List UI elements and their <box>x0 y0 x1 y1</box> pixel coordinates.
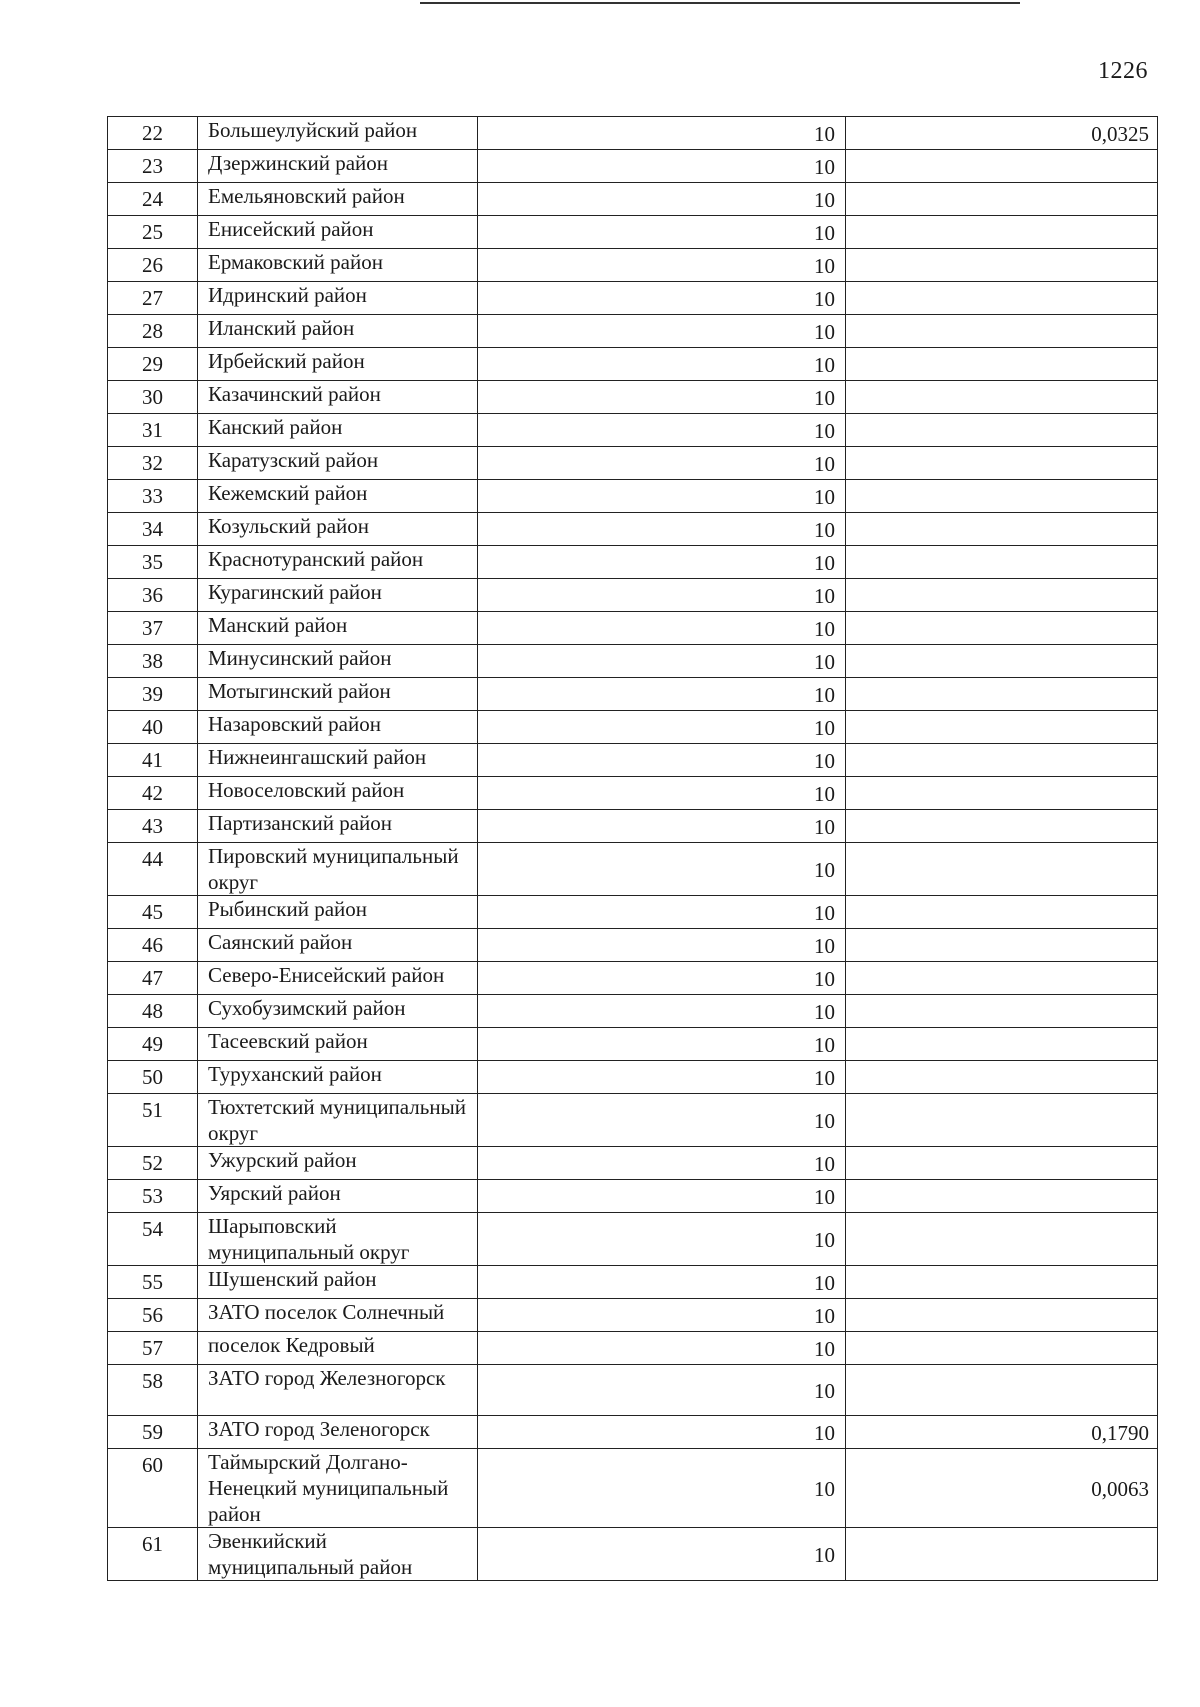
row-number-cell: 46 <box>108 929 198 962</box>
district-name-cell: Енисейский район <box>198 216 478 249</box>
value-cell: 10 <box>478 1028 846 1061</box>
table-row <box>108 117 1158 150</box>
value-cell: 10 <box>478 645 846 678</box>
coefficient-cell <box>846 381 1158 414</box>
value-cell: 10 <box>478 1449 846 1528</box>
district-name-cell: Иланский район <box>198 315 478 348</box>
coefficient-cell <box>846 678 1158 711</box>
row-number-cell: 61 <box>108 1528 198 1581</box>
coefficient-cell <box>846 315 1158 348</box>
row-number-cell: 29 <box>108 348 198 381</box>
value-cell: 10 <box>478 381 846 414</box>
row-number-cell: 43 <box>108 810 198 843</box>
table-row <box>108 150 1158 183</box>
district-name-cell: Рыбинский район <box>198 896 478 929</box>
value-cell: 10 <box>478 216 846 249</box>
row-number-cell: 25 <box>108 216 198 249</box>
table-row <box>108 744 1158 777</box>
district-name-cell: Тасеевский район <box>198 1028 478 1061</box>
table-row <box>108 348 1158 381</box>
value-cell: 10 <box>478 1213 846 1266</box>
row-number-cell: 32 <box>108 447 198 480</box>
district-name-cell: Курагинский район <box>198 579 478 612</box>
district-name-cell: Дзержинский район <box>198 150 478 183</box>
table-row <box>108 810 1158 843</box>
value-cell: 10 <box>478 962 846 995</box>
coefficient-cell <box>846 150 1158 183</box>
row-number-cell: 28 <box>108 315 198 348</box>
coefficient-cell <box>846 777 1158 810</box>
value-cell: 10 <box>478 1299 846 1332</box>
value-cell: 10 <box>478 249 846 282</box>
district-name-cell: Шушенский район <box>198 1266 478 1299</box>
table-row <box>108 929 1158 962</box>
table-row <box>108 513 1158 546</box>
row-number-cell: 30 <box>108 381 198 414</box>
row-number-cell: 27 <box>108 282 198 315</box>
value-cell: 10 <box>478 414 846 447</box>
row-number-cell: 23 <box>108 150 198 183</box>
coefficient-cell <box>846 414 1158 447</box>
row-number-cell: 55 <box>108 1266 198 1299</box>
value-cell: 10 <box>478 612 846 645</box>
table-row <box>108 216 1158 249</box>
coefficient-cell <box>846 1213 1158 1266</box>
row-number-cell: 53 <box>108 1180 198 1213</box>
value-cell: 10 <box>478 1266 846 1299</box>
table-body <box>108 117 1158 1581</box>
value-cell: 10 <box>478 896 846 929</box>
table-row <box>108 579 1158 612</box>
coefficient-cell <box>846 1094 1158 1147</box>
row-number-cell: 35 <box>108 546 198 579</box>
district-name-cell: Козульский район <box>198 513 478 546</box>
table-row <box>108 249 1158 282</box>
value-cell: 10 <box>478 929 846 962</box>
row-number-cell: 60 <box>108 1449 198 1528</box>
district-name-cell: Большеулуйский район <box>198 117 478 150</box>
district-name-cell: Северо-Енисейский район <box>198 962 478 995</box>
coefficient-cell <box>846 282 1158 315</box>
district-name-cell: Идринский район <box>198 282 478 315</box>
value-cell: 10 <box>478 447 846 480</box>
table-row <box>108 1528 1158 1581</box>
table-row <box>108 843 1158 896</box>
district-name-cell: Уярский район <box>198 1180 478 1213</box>
value-cell: 10 <box>478 777 846 810</box>
value-cell: 10 <box>478 117 846 150</box>
table-row <box>108 183 1158 216</box>
district-name-cell: Нижнеингашский район <box>198 744 478 777</box>
coefficient-cell <box>846 929 1158 962</box>
coefficient-cell <box>846 962 1158 995</box>
coefficient-cell <box>846 744 1158 777</box>
district-name-cell: Шарыповский муниципальный округ <box>198 1213 478 1266</box>
row-number-cell: 22 <box>108 117 198 150</box>
row-number-cell: 51 <box>108 1094 198 1147</box>
table-row <box>108 1094 1158 1147</box>
value-cell: 10 <box>478 1061 846 1094</box>
district-name-cell: Назаровский район <box>198 711 478 744</box>
row-number-cell: 57 <box>108 1332 198 1365</box>
coefficient-cell <box>846 612 1158 645</box>
district-name-cell: Туруханский район <box>198 1061 478 1094</box>
district-name-cell: Сухобузимский район <box>198 995 478 1028</box>
coefficient-cell <box>846 216 1158 249</box>
table-row <box>108 1416 1158 1449</box>
coefficient-cell <box>846 546 1158 579</box>
table-row <box>108 962 1158 995</box>
value-cell: 10 <box>478 513 846 546</box>
row-number-cell: 39 <box>108 678 198 711</box>
coefficient-cell <box>846 711 1158 744</box>
value-cell: 10 <box>478 711 846 744</box>
value-cell: 10 <box>478 1416 846 1449</box>
district-name-cell: Партизанский район <box>198 810 478 843</box>
coefficient-cell <box>846 1061 1158 1094</box>
district-name-cell: Ермаковский район <box>198 249 478 282</box>
coefficient-cell: 0,1790 <box>846 1416 1158 1449</box>
value-cell: 10 <box>478 1528 846 1581</box>
value-cell: 10 <box>478 183 846 216</box>
value-cell: 10 <box>478 282 846 315</box>
table-row <box>108 1299 1158 1332</box>
table-row <box>108 1061 1158 1094</box>
table-row <box>108 480 1158 513</box>
district-name-cell: ЗАТО город Зеленогорск <box>198 1416 478 1449</box>
district-name-cell: Манский район <box>198 612 478 645</box>
value-cell: 10 <box>478 744 846 777</box>
top-rule <box>420 2 1020 4</box>
coefficient-cell <box>846 843 1158 896</box>
district-name-cell: Минусинский район <box>198 645 478 678</box>
coefficient-cell <box>846 1147 1158 1180</box>
coefficient-cell <box>846 1180 1158 1213</box>
coefficient-cell <box>846 1528 1158 1581</box>
coefficient-cell <box>846 480 1158 513</box>
district-name-cell: Ирбейский район <box>198 348 478 381</box>
row-number-cell: 58 <box>108 1365 198 1416</box>
coefficient-cell <box>846 579 1158 612</box>
district-name-cell: Краснотуранский район <box>198 546 478 579</box>
row-number-cell: 56 <box>108 1299 198 1332</box>
district-name-cell: Каратузский район <box>198 447 478 480</box>
district-name-cell: ЗАТО поселок Солнечный <box>198 1299 478 1332</box>
district-table-wrapper <box>107 116 1157 1581</box>
district-name-cell: Таймырский Долгано-Ненецкий муниципальный район <box>198 1449 478 1528</box>
district-name-cell: Ужурский район <box>198 1147 478 1180</box>
value-cell: 10 <box>478 843 846 896</box>
value-cell: 10 <box>478 579 846 612</box>
district-name-cell: Саянский район <box>198 929 478 962</box>
district-name-cell: Тюхтетский муниципальный округ <box>198 1094 478 1147</box>
district-name-cell: Новоселовский район <box>198 777 478 810</box>
row-number-cell: 40 <box>108 711 198 744</box>
row-number-cell: 52 <box>108 1147 198 1180</box>
value-cell: 10 <box>478 810 846 843</box>
value-cell: 10 <box>478 1180 846 1213</box>
coefficient-cell <box>846 513 1158 546</box>
coefficient-cell <box>846 810 1158 843</box>
table-row <box>108 1365 1158 1416</box>
value-cell: 10 <box>478 1094 846 1147</box>
table-row <box>108 1147 1158 1180</box>
row-number-cell: 42 <box>108 777 198 810</box>
coefficient-cell <box>846 896 1158 929</box>
table-row <box>108 896 1158 929</box>
value-cell: 10 <box>478 1365 846 1416</box>
row-number-cell: 37 <box>108 612 198 645</box>
table-row <box>108 995 1158 1028</box>
row-number-cell: 59 <box>108 1416 198 1449</box>
value-cell: 10 <box>478 678 846 711</box>
value-cell: 10 <box>478 1332 846 1365</box>
table-row <box>108 612 1158 645</box>
row-number-cell: 50 <box>108 1061 198 1094</box>
table-row <box>108 447 1158 480</box>
row-number-cell: 47 <box>108 962 198 995</box>
table-row <box>108 1180 1158 1213</box>
row-number-cell: 33 <box>108 480 198 513</box>
table-row <box>108 414 1158 447</box>
coefficient-cell <box>846 1332 1158 1365</box>
coefficient-cell <box>846 1299 1158 1332</box>
table-row <box>108 315 1158 348</box>
row-number-cell: 34 <box>108 513 198 546</box>
table-row <box>108 282 1158 315</box>
coefficient-cell <box>846 249 1158 282</box>
row-number-cell: 24 <box>108 183 198 216</box>
district-name-cell: Мотыгинский район <box>198 678 478 711</box>
coefficient-cell <box>846 447 1158 480</box>
district-name-cell: Эвенкийский муниципальный район <box>198 1528 478 1581</box>
row-number-cell: 36 <box>108 579 198 612</box>
value-cell: 10 <box>478 1147 846 1180</box>
value-cell: 10 <box>478 480 846 513</box>
table-row <box>108 1028 1158 1061</box>
coefficient-cell <box>846 183 1158 216</box>
table-row <box>108 1332 1158 1365</box>
coefficient-cell <box>846 1266 1158 1299</box>
table-row <box>108 1266 1158 1299</box>
coefficient-cell <box>846 995 1158 1028</box>
district-name-cell: ЗАТО город Железногорск <box>198 1365 478 1416</box>
coefficient-cell <box>846 348 1158 381</box>
row-number-cell: 44 <box>108 843 198 896</box>
district-name-cell: Емельяновский район <box>198 183 478 216</box>
row-number-cell: 41 <box>108 744 198 777</box>
table-row <box>108 381 1158 414</box>
coefficient-cell <box>846 1028 1158 1061</box>
table-row <box>108 678 1158 711</box>
row-number-cell: 31 <box>108 414 198 447</box>
district-name-cell: поселок Кедровый <box>198 1332 478 1365</box>
row-number-cell: 54 <box>108 1213 198 1266</box>
district-name-cell: Казачинский район <box>198 381 478 414</box>
row-number-cell: 38 <box>108 645 198 678</box>
row-number-cell: 45 <box>108 896 198 929</box>
value-cell: 10 <box>478 546 846 579</box>
district-table <box>107 116 1158 1581</box>
value-cell: 10 <box>478 150 846 183</box>
value-cell: 10 <box>478 348 846 381</box>
coefficient-cell: 0,0325 <box>846 117 1158 150</box>
coefficient-cell: 0,0063 <box>846 1449 1158 1528</box>
coefficient-cell <box>846 1365 1158 1416</box>
value-cell: 10 <box>478 995 846 1028</box>
table-row <box>108 645 1158 678</box>
row-number-cell: 26 <box>108 249 198 282</box>
table-row <box>108 546 1158 579</box>
row-number-cell: 49 <box>108 1028 198 1061</box>
table-row <box>108 1213 1158 1266</box>
coefficient-cell <box>846 645 1158 678</box>
district-name-cell: Канский район <box>198 414 478 447</box>
table-row <box>108 711 1158 744</box>
row-number-cell: 48 <box>108 995 198 1028</box>
district-name-cell: Пировский муниципальный округ <box>198 843 478 896</box>
table-row <box>108 777 1158 810</box>
page-number: 1226 <box>1098 58 1148 84</box>
value-cell: 10 <box>478 315 846 348</box>
table-row <box>108 1449 1158 1528</box>
district-name-cell: Кежемский район <box>198 480 478 513</box>
